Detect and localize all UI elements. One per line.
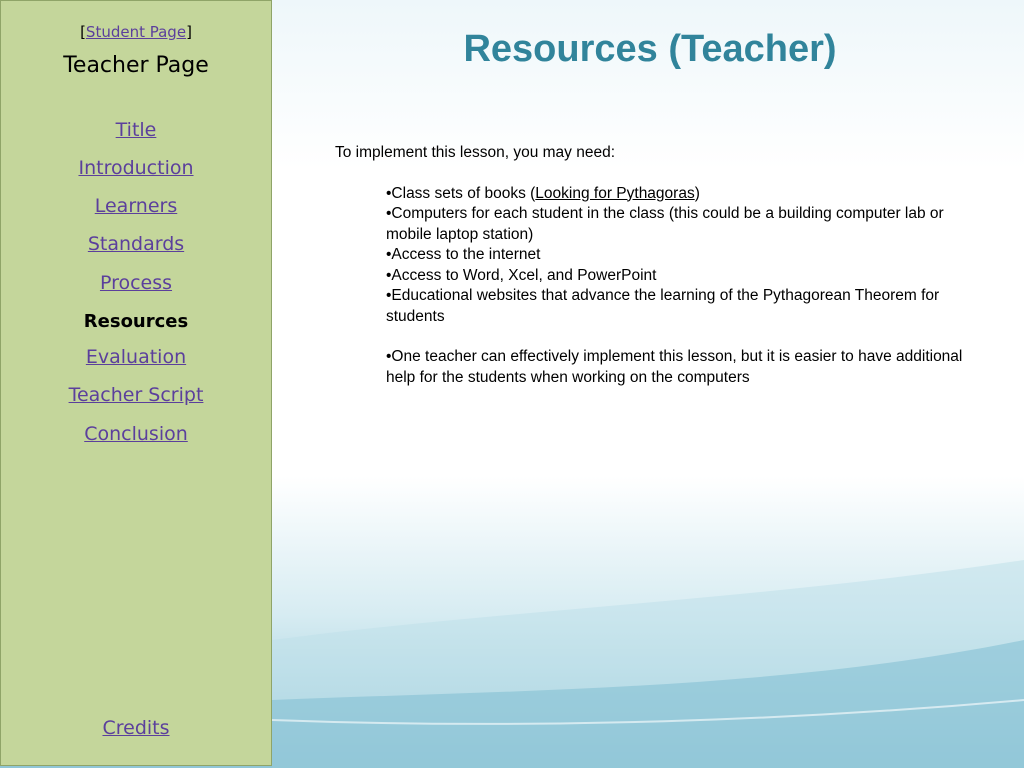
page-title: Resources (Teacher) <box>463 28 837 70</box>
sidebar-nav <box>0 0 272 766</box>
nav-link-teacher-script[interactable]: Teacher Script <box>68 384 204 406</box>
books-prefix: •Class sets of books ( <box>386 184 536 202</box>
books-suffix: ) <box>694 184 700 202</box>
looking-for-pythagoras-link[interactable]: Looking for Pythagoras <box>535 184 695 202</box>
resources-content <box>335 143 985 388</box>
list-item-books <box>386 184 985 205</box>
bracket-close: ] <box>186 23 192 41</box>
intro-text: To implement this lesson, you may need: <box>335 144 615 161</box>
list-item-websites: •Educational websites that advance the learning of the Pythagorean Theorem for students <box>386 287 940 325</box>
nav-link-title[interactable]: Title <box>115 119 157 141</box>
nav-link-conclusion[interactable]: Conclusion <box>84 423 188 445</box>
page-switcher <box>1 23 271 41</box>
nav-link-standards[interactable]: Standards <box>87 233 185 255</box>
nav-link-process[interactable]: Process <box>99 272 173 294</box>
nav-link-evaluation[interactable]: Evaluation <box>85 346 187 368</box>
resource-list <box>386 184 985 389</box>
list-spacer <box>386 327 985 347</box>
list-item-computers: •Computers for each student in the class (this could be a building computer lab or mobile laptop station) <box>386 205 944 243</box>
current-page-label: Teacher Page <box>63 53 209 78</box>
nav-current-resources: Resources <box>83 311 189 332</box>
nav-link-learners[interactable]: Learners <box>94 195 178 217</box>
student-page-link[interactable]: Student Page <box>85 23 187 41</box>
list-item-internet: •Access to the internet <box>386 246 541 263</box>
list-item-software: •Access to Word, Xcel, and PowerPoint <box>386 266 657 284</box>
bracket-open: [ <box>80 23 86 41</box>
list-item-teacher-help: •One teacher can effectively implement this lesson, but it is easier to have additional help for the students when working on the computers <box>386 348 963 386</box>
nav-link-credits[interactable]: Credits <box>102 717 170 739</box>
nav-link-introduction[interactable]: Introduction <box>78 157 194 179</box>
